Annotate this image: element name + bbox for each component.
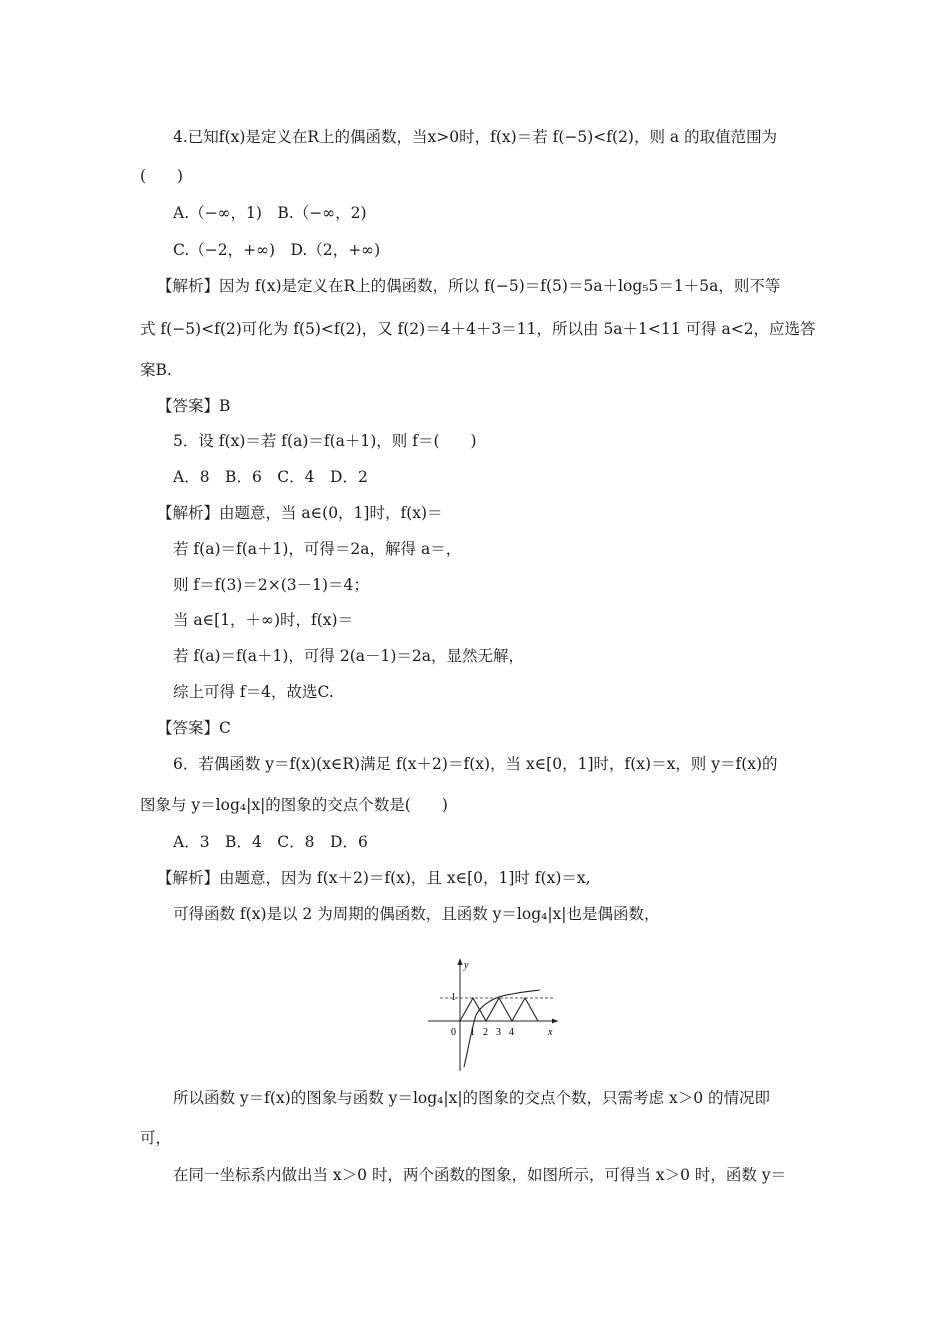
q6-analysis-line1: 【解析】由题意，因为 f(x＋2)＝f(x)，且 x∈[0，1]时 f(x)＝x, <box>157 869 591 887</box>
q6-analysis-line5: 在同一坐标系内做出当 x＞0 时，两个函数的图象，如图所示，可得当 x＞0 时，函数 y＝ <box>173 1166 787 1184</box>
q4-analysis-line1: 【解析】因为 f(x)是定义在R上的偶函数，所以 f(−5)＝f(5)＝5a＋log₅5＝1＋5a，则不等 <box>157 277 781 295</box>
q5-analysis-line5: 若 f(a)＝f(a＋1)，可得 2(a－1)＝2a，显然无解， <box>173 647 525 665</box>
q5-options: A．8 B．6 C．4 D．2 <box>173 468 368 486</box>
q5-analysis-line4: 当 a∈[1，＋∞)时，f(x)＝ <box>173 611 354 629</box>
q5-analysis-line1: 【解析】由题意，当 a∈(0，1]时，f(x)＝ <box>157 504 443 522</box>
y-tick-1: 1 <box>451 992 456 1003</box>
q6-analysis-line2: 可得函数 f(x)是以 2 为周期的偶函数，且函数 y＝log₄|x|也是偶函数， <box>173 905 660 923</box>
q4-analysis-line3: 案B. <box>140 361 172 379</box>
q6-options: A．3 B．4 C．8 D．6 <box>173 833 368 851</box>
x-tick-3: 3 <box>496 1027 501 1038</box>
x-axis-arrow <box>552 1019 558 1024</box>
q6-question-line1: 6．若偶函数 y＝f(x)(x∈R)满足 f(x＋2)＝f(x)，当 x∈[0，1]时，f(x)＝x，则 y＝f(x)的 <box>173 755 778 773</box>
q6-question-line2: 图象与 y＝log₄|x|的图象的交点个数是( ) <box>140 796 448 814</box>
x-tick-2: 2 <box>483 1027 488 1038</box>
q4-line1: 4.已知f(x)是定义在R上的偶函数，当x>0时，f(x)＝若 f(−5)<f(2)，则 a 的取值范围为 <box>173 128 778 146</box>
q6-analysis-line4: 可， <box>140 1129 172 1147</box>
x-tick-1: 1 <box>470 1027 475 1038</box>
q4-analysis-line2: 式 f(−5)<f(2)可化为 f(5)<f(2)，又 f(2)＝4＋4＋3＝11，所以由 5a＋1<11 可得 a<2，应选答 <box>140 320 816 338</box>
function-graph-figure <box>420 955 560 1073</box>
q4-line2: ( ) <box>140 167 184 185</box>
q4-options-ab: A.（−∞，1) B.（−∞，2) <box>173 204 367 222</box>
q5-analysis-line2: 若 f(a)＝f(a＋1)，可得＝2a，解得 a＝， <box>173 540 462 558</box>
periodic-function-curve <box>460 998 538 1021</box>
q4-options-cd: C.（−2，+∞) D.（2，+∞) <box>173 241 381 259</box>
q5-question: 5．设 f(x)＝若 f(a)＝f(a＋1)，则 f＝( ) <box>173 432 477 450</box>
q5-answer: 【答案】C <box>157 719 231 737</box>
y-axis-arrow <box>458 958 463 965</box>
x-tick-4: 4 <box>509 1027 514 1038</box>
y-axis-label: y <box>464 960 469 971</box>
q4-answer: 【答案】B <box>157 397 231 415</box>
q5-analysis-line6: 综上可得 f＝4，故选C. <box>173 683 334 701</box>
q5-analysis-line3: 则 f＝f(3)＝2×(3－1)＝4； <box>173 576 369 594</box>
x-axis-label: x <box>548 1027 553 1038</box>
origin-label: 0 <box>451 1027 456 1038</box>
q6-analysis-line3: 所以函数 y＝f(x)的图象与函数 y＝log₄|x|的图象的交点个数，只需考虑 x＞0 的情况即 <box>173 1089 771 1107</box>
